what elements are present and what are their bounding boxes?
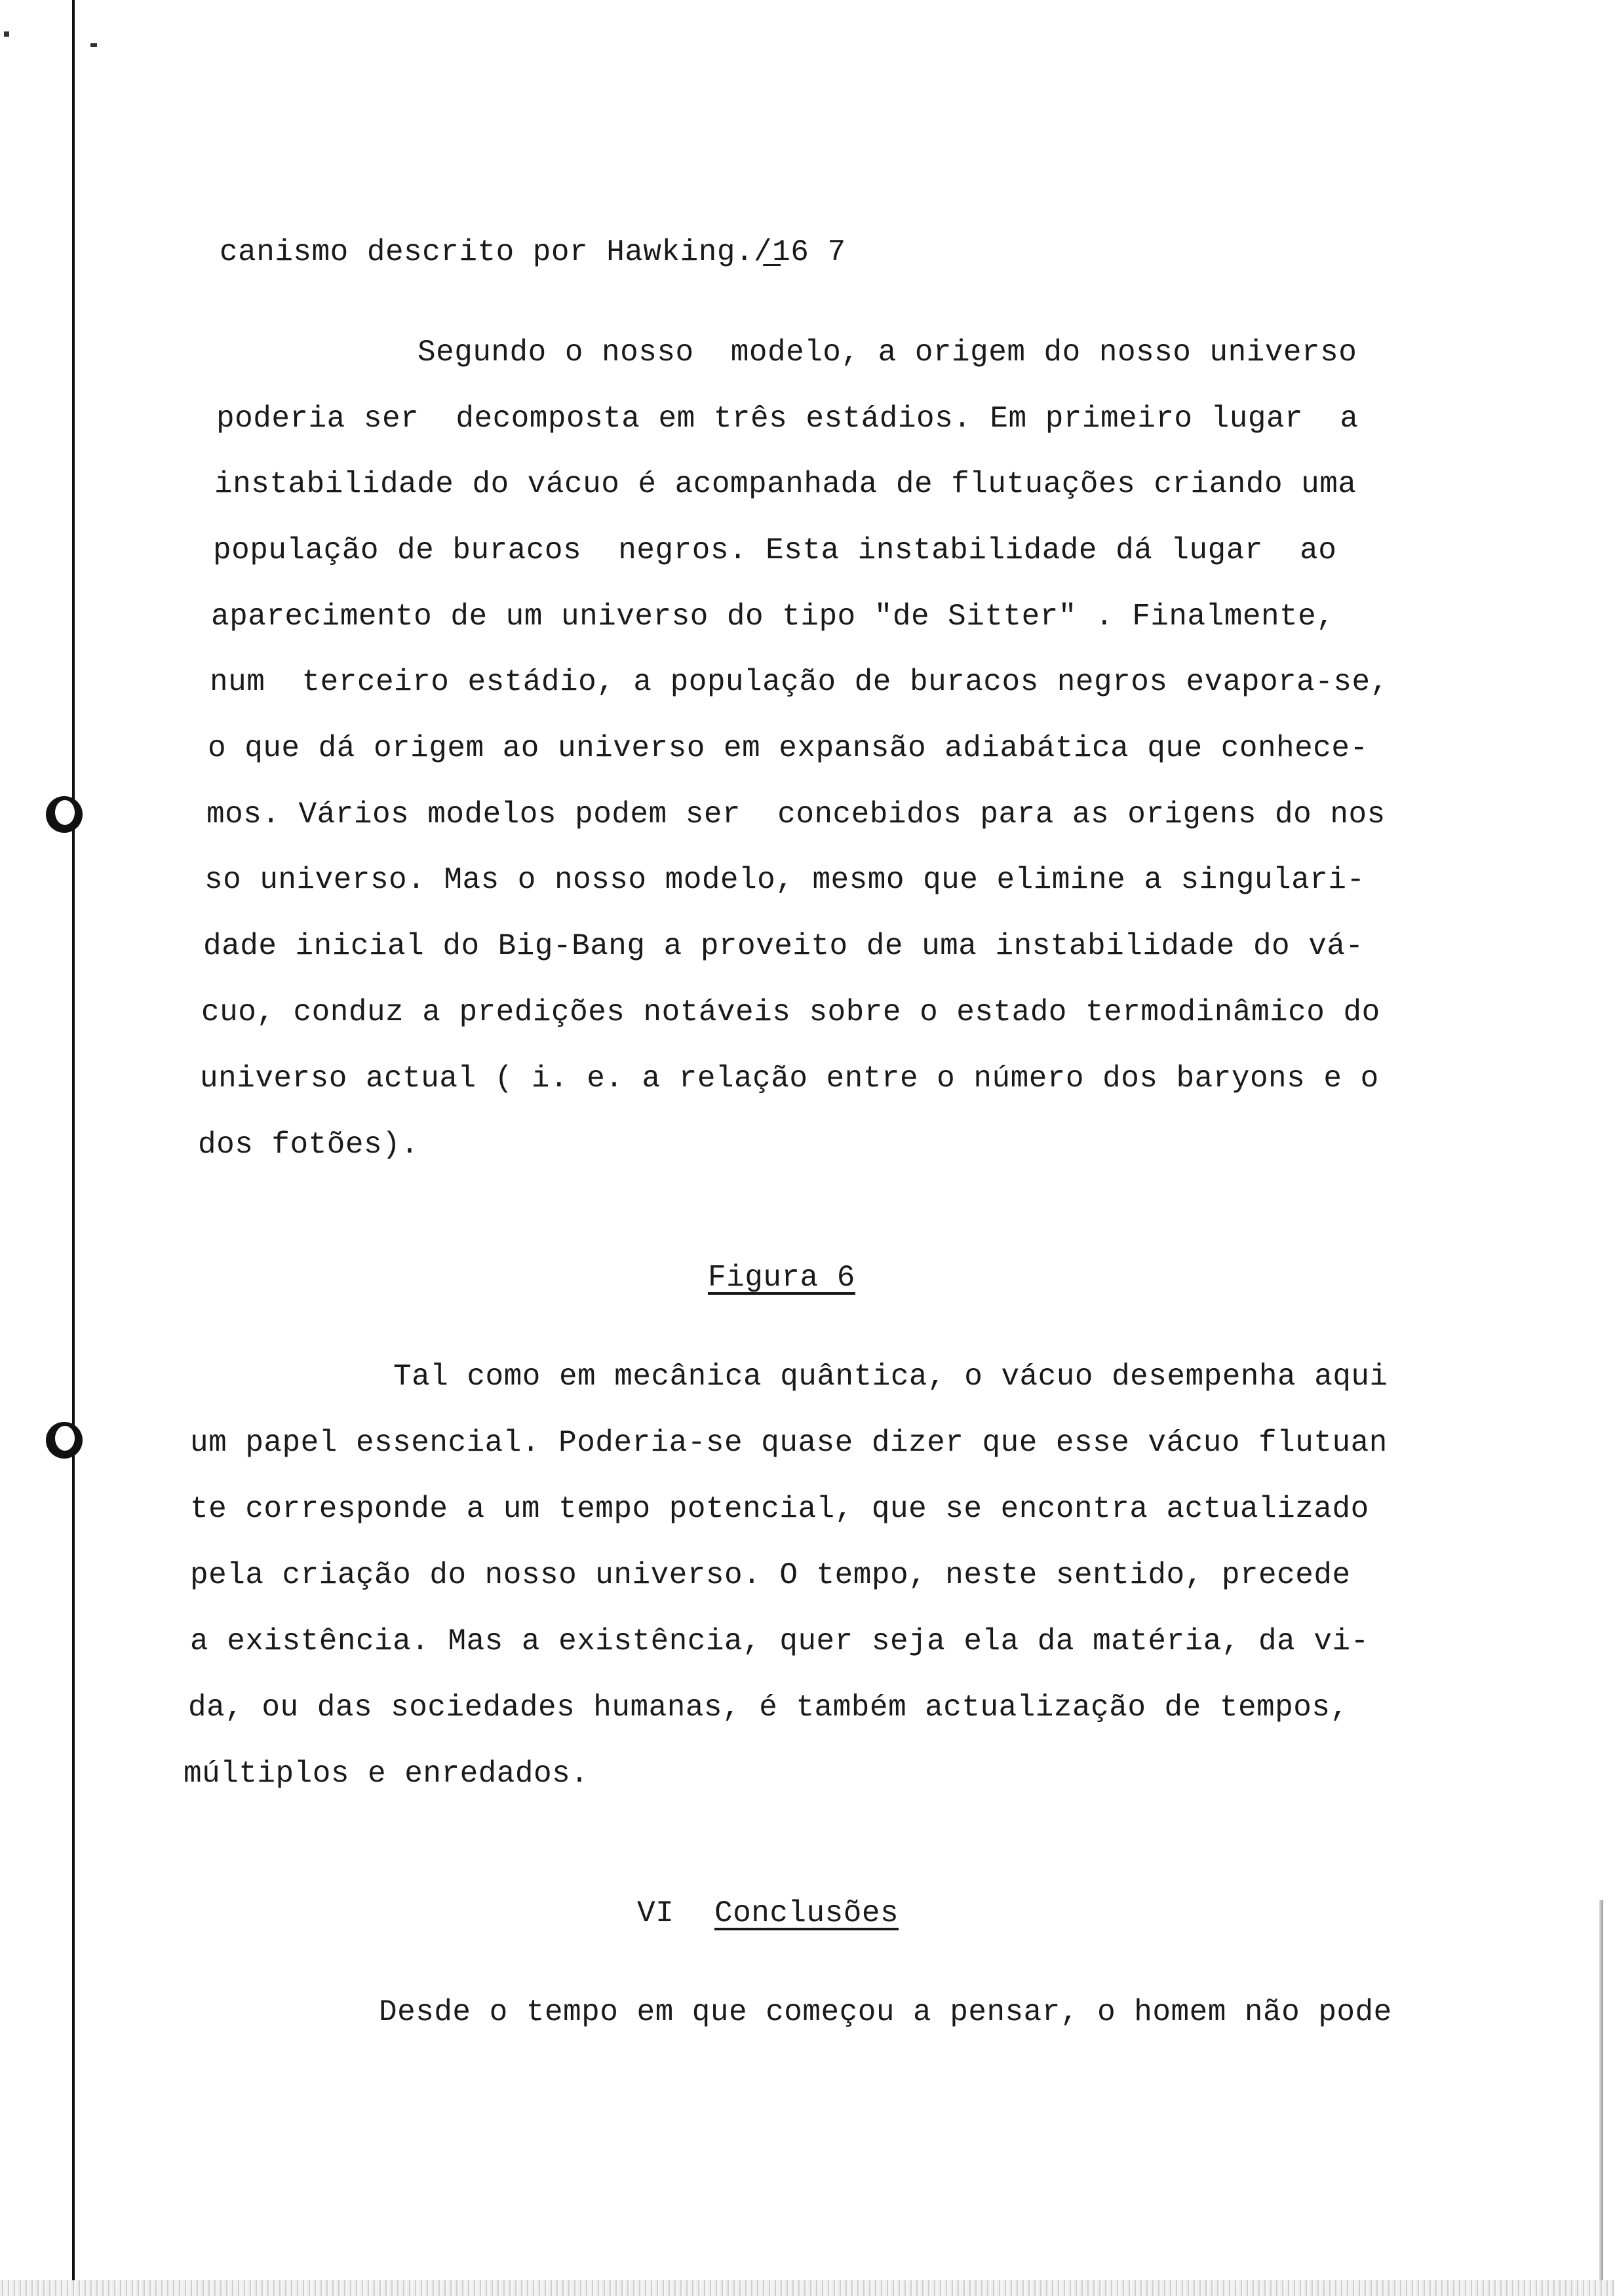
paragraph-line: instabilidade do vácuo é acompanhada de flutuações criando uma	[214, 467, 1357, 501]
paragraph-line: so universo. Mas o nosso modelo, mesmo que elimine a singulari-	[204, 863, 1365, 897]
figure-caption: Figura 6	[708, 1261, 855, 1295]
paragraph-line: pela criação do nosso universo. O tempo, neste sentido, precede	[190, 1558, 1351, 1592]
paragraph-line: um papel essencial. Poderia-se quase dizer que esse vácuo flutuan	[190, 1426, 1388, 1460]
paragraph-line: população de buracos negros. Esta instabilidade dá lugar ao	[213, 533, 1337, 567]
paragraph-line: te corresponde a um tempo potencial, que se encontra actualizado	[190, 1492, 1369, 1526]
paragraph-line: o que dá origem ao universo em expansão adiabática que conhece-	[208, 731, 1369, 765]
paragraph-line: num terceiro estádio, a população de buracos negros evapora-se,	[210, 665, 1389, 699]
paragraph-line: cuo, conduz a predições notáveis sobre o estado termodinâmico do	[201, 995, 1380, 1029]
binder-hole-icon	[46, 796, 83, 833]
scan-bottom-edge	[0, 2280, 1615, 2296]
page-edge-shadow	[1599, 1900, 1603, 2296]
paragraph-line: poderia ser decomposta em três estádios. Em primeiro lugar a	[216, 402, 1359, 436]
paragraph-line: universo actual ( i. e. a relação entre o número dos baryons e o	[200, 1062, 1379, 1096]
paragraph-line: Desde o tempo em que começou a pensar, o homem não pode	[379, 1995, 1392, 2029]
continuation-line: canismo descrito por Hawking./̲16 7	[220, 235, 846, 269]
paragraph-line: Segundo o nosso modelo, a origem do nosso universo	[418, 335, 1357, 370]
paragraph-line: dade inicial do Big-Bang a proveito de uma instabilidade do vá-	[203, 929, 1364, 963]
paragraph-line: aparecimento de um universo do tipo "de Sitter" . Finalmente,	[211, 600, 1335, 634]
scan-speck	[90, 43, 97, 47]
paragraph-line: mos. Vários modelos podem ser concebidos para as origens do nos	[206, 797, 1386, 832]
paragraph-line: da, ou das sociedades humanas, é também actualização de tempos,	[188, 1691, 1349, 1725]
left-margin-rule	[72, 0, 75, 2296]
scan-speck	[4, 31, 9, 37]
binder-hole-icon	[46, 1422, 83, 1459]
section-title: Conclusões	[714, 1896, 899, 1930]
paragraph-line: Tal como em mecânica quântica, o vácuo desempenha aqui	[393, 1360, 1388, 1394]
paragraph-line: múltiplos e enredados.	[184, 1757, 589, 1791]
paragraph-line: dos fotões).	[198, 1128, 419, 1162]
paragraph-line: a existência. Mas a existência, quer seja ela da matéria, da vi-	[190, 1624, 1369, 1658]
section-number: VI	[637, 1896, 674, 1930]
